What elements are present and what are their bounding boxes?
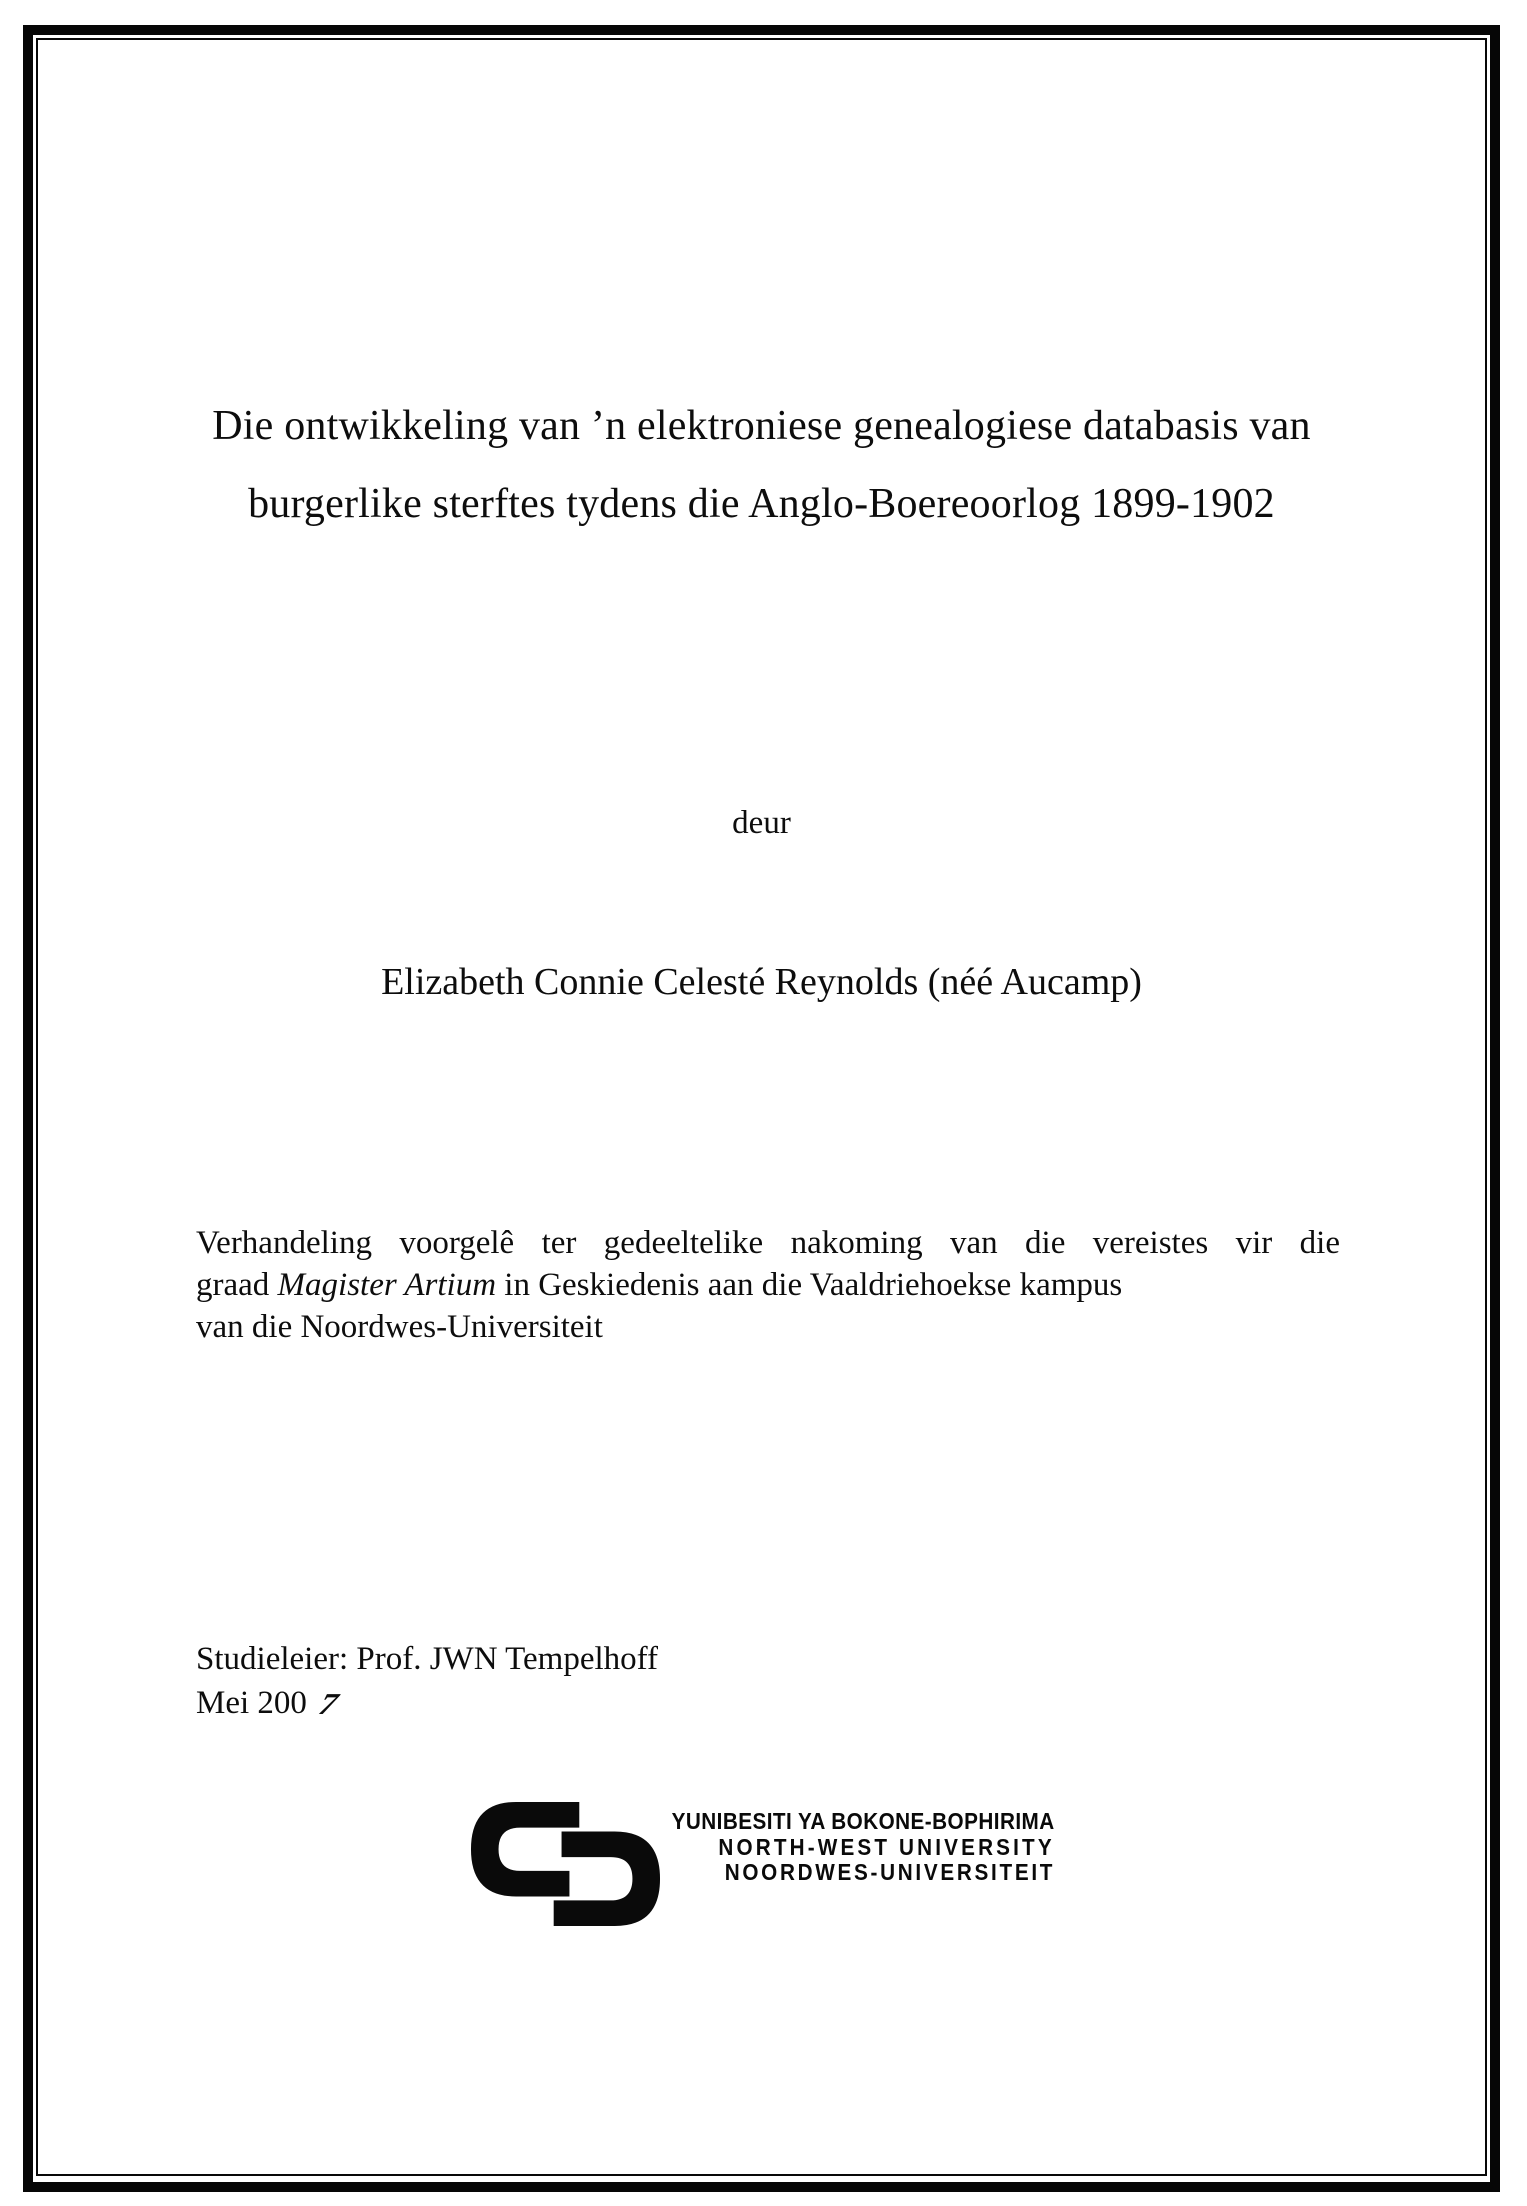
degree-statement-word: die: [1299, 1225, 1340, 1261]
author-name: Elizabeth Connie Celesté Reynolds (néé Aucamp): [381, 961, 1142, 1003]
degree-statement-word: Verhandeling: [196, 1225, 372, 1261]
logo-text-setswana: YUNIBESITI YA BOKONE-BOPHIRIMA: [671, 1808, 1055, 1834]
degree-statement-line-2: [196, 1264, 1340, 1306]
degree-statement-word: vereistes: [1092, 1225, 1209, 1261]
degree-statement-word: ter: [541, 1225, 577, 1261]
degree-name-italic: Magister Artium: [277, 1267, 497, 1303]
degree-statement-word: van: [949, 1225, 998, 1261]
degree-statement-word: die: [1025, 1225, 1066, 1261]
degree-statement-line-2-post: in Geskiedenis aan die Vaaldriehoekse kampus: [496, 1267, 1123, 1303]
byline-deur: deur: [732, 805, 791, 841]
thesis-title: [68, 387, 1455, 543]
degree-statement: [196, 1222, 1340, 1348]
degree-statement-line-1: [196, 1222, 1340, 1264]
date-prefix: Mei 200: [196, 1685, 307, 1721]
degree-statement-word: nakoming: [790, 1225, 923, 1261]
supervisor-line: Studieleier: Prof. JWN Tempelhoff: [196, 1641, 659, 1677]
degree-statement-word: voorgelê: [399, 1225, 515, 1261]
logo-text-english: NORTH-WEST UNIVERSITY: [718, 1834, 1055, 1860]
university-logo-lockup: [38, 1800, 1485, 1940]
date-last-digit: 7: [311, 1688, 345, 1722]
university-logo-text: [588, 1808, 1055, 1928]
supervisor-block: [196, 1637, 658, 1725]
page-border-inner: [36, 38, 1487, 2176]
page-border-outer: [23, 25, 1500, 2192]
degree-statement-word: vir: [1235, 1225, 1273, 1261]
date-line: [196, 1681, 658, 1725]
page-content: [38, 40, 1485, 2174]
logo-text-afrikaans: NOORDWES-UNIVERSITEIT: [724, 1859, 1055, 1885]
degree-statement-line-2-pre: graad: [196, 1267, 278, 1303]
degree-statement-line-3: van die Noordwes-Universiteit: [196, 1309, 603, 1345]
thesis-title-line-2: burgerlike sterftes tydens die Anglo-Boereoorlog 1899-1902: [248, 481, 1275, 527]
degree-statement-word: gedeeltelike: [603, 1225, 764, 1261]
thesis-title-line-1: Die ontwikkeling van ’n elektroniese genealogiese databasis van: [212, 403, 1311, 449]
